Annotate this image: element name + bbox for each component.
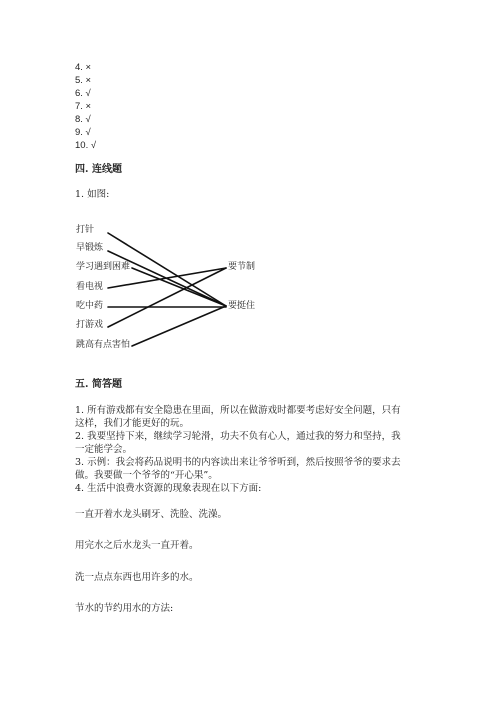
match-right-2: 要挺住 (228, 301, 256, 311)
section4-title: 四. 连线题 (75, 164, 122, 175)
answer-8: 8. √ (75, 114, 91, 125)
match-left-1: 打针 (76, 225, 95, 235)
match-left-2: 早锻炼 (76, 243, 104, 253)
answer-text-line-7: 4. 生活中浪费水资源的现象表现在以下方面: (75, 483, 262, 494)
waste-item-3: 洗一点点东西也用许多的水。 (75, 572, 199, 583)
answer-text-line-2: 这样，我们才能更好的玩。 (75, 418, 190, 429)
section5-title: 五. 简答题 (75, 379, 122, 390)
answer-9: 9. √ (75, 127, 91, 138)
waste-item-1: 一直开着水龙头刷牙、洗脸、洗澡。 (75, 509, 228, 520)
answer-text-line-4: 一定能学会。 (75, 444, 133, 455)
match-line-7 (132, 306, 226, 346)
answer-text-line-3: 2. 我要坚持下来，继续学习轮滑，功夫不负有心人，通过我的努力和坚持，我 (75, 431, 401, 442)
answer-5: 5. × (75, 75, 92, 86)
match-left-3: 学习遇到困难 (76, 262, 131, 272)
match-left-7: 跳高有点害怕 (76, 340, 131, 350)
waste-item-2: 用完水之后水龙头一直开着。 (75, 540, 199, 551)
match-left-4: 看电视 (76, 282, 104, 292)
match-line-3 (132, 268, 226, 306)
answer-4: 4. × (75, 62, 92, 73)
answer-text-line-6: 做。我要做一个爷爷的“开心果”。 (75, 470, 218, 481)
section4-intro: 1. 如图: (75, 189, 110, 200)
answer-6: 6. √ (75, 88, 91, 99)
match-right-1: 要节制 (228, 262, 256, 272)
answer-text-line-5: 3. 示例：我会将药品说明书的内容读出来让爷爷听到，然后按照爷爷的要求去 (75, 457, 401, 468)
match-line-4 (108, 268, 226, 288)
answer-7: 7. × (75, 101, 92, 112)
answer-text-line-1: 1. 所有游戏都有安全隐患在里面，所以在做游戏时都要考虑好安全问题，只有 (75, 405, 401, 416)
answer-10: 10. √ (75, 140, 97, 151)
match-left-5: 吃中药 (76, 301, 104, 311)
match-left-6: 打游戏 (76, 320, 104, 330)
match-line-1 (108, 233, 226, 306)
method-label: 节水的节约用水的方法: (75, 603, 174, 614)
